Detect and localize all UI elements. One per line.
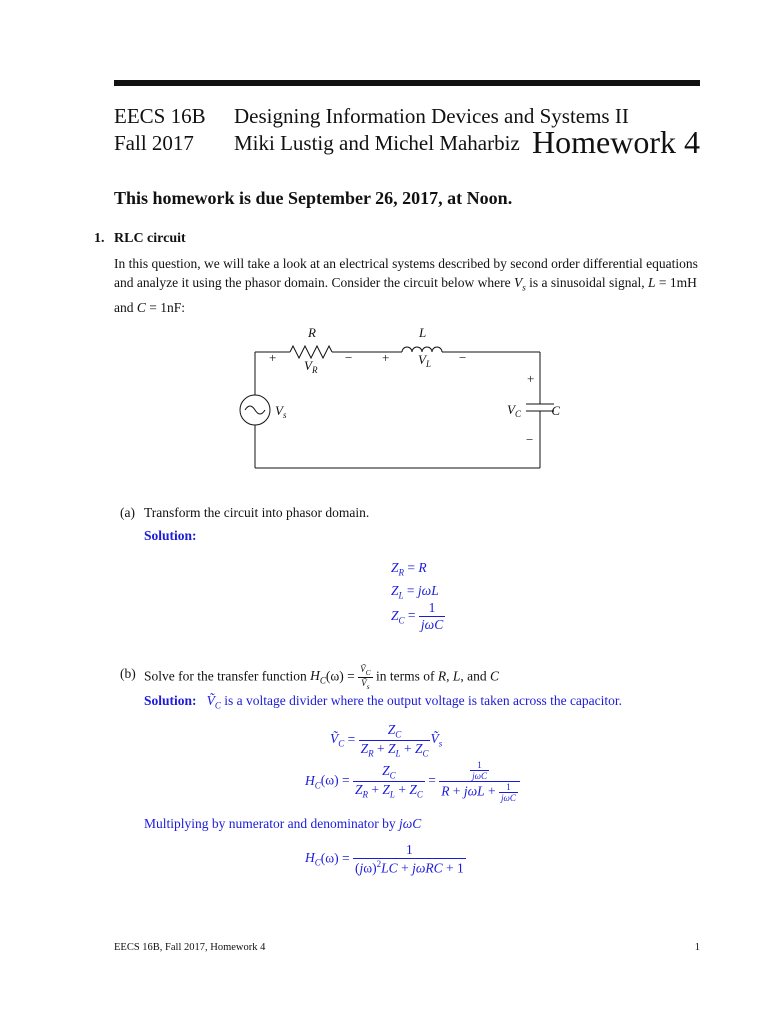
header-rule [114, 80, 700, 86]
homework-title: Homework 4 [532, 124, 700, 160]
vr-plus: + [269, 350, 277, 365]
resistor-symbol [290, 346, 332, 358]
course-code: EECS 16B [114, 104, 206, 128]
eq-zl: $Z_L = j\omega L$ [391, 583, 439, 601]
question-title: RLC circuit [114, 231, 186, 246]
vc-minus: − [526, 432, 534, 447]
capacitor-label: C [551, 403, 560, 418]
rlc-circuit-diagram [230, 322, 560, 482]
vl-minus: − [459, 350, 467, 365]
eq-hc-impedance: $H_C(\omega)$ = $\frac{Z_C}{Z_R + Z_L + Z_C}$ = $\frac{1}{\text{jωC}}$ R + jωL + $\frac{1}{\text{jωC}}$ [305, 760, 520, 803]
part-a-solution-label: Solution: [144, 528, 197, 543]
part-b-text: Solve for the transfer function $H_C(\omega)$ = $\frac{Ṽ_C}{Ṽ_s}$ in terms of R, L, and C [144, 664, 500, 691]
part-a-text: Transform the circuit into phasor domain. [144, 505, 370, 520]
vr-label: $V_R$ [304, 358, 318, 375]
footer-text: EECS 16B, Fall 2017, Homework 4 [114, 942, 266, 953]
eq-zc: $Z_C$ = $\frac{1}{\text{jωC}}$ [391, 600, 444, 632]
part-b-label: (b) [120, 666, 136, 681]
vc-plus: + [527, 371, 535, 386]
vr-minus: − [345, 350, 353, 365]
page-number: 1 [694, 942, 700, 953]
vc-label: $V_C$ [507, 402, 521, 419]
vl-plus: + [382, 350, 390, 365]
eq-hc-final: $H_C(\omega)$ = $\frac{1}{(j\omega)^2LC + j\omega RC + 1}$ [305, 842, 464, 876]
eq-zr: $Z_R = R$ [391, 560, 427, 578]
instructors: Miki Lustig and Michel Maharbiz [234, 131, 520, 155]
inductor-label: L [419, 325, 427, 340]
part-b-solution: Solution: Ṽ$_C$ is a voltage divider where the output voltage is taken across the capacitor. [144, 693, 623, 711]
question-number: 1. [94, 231, 105, 246]
part-a-label: (a) [120, 505, 135, 520]
eq-vc-divider: Ṽ$_C$ = $\frac{Z_C}{Z_R + Z_L + Z_C}$ Ṽ$_s$ [330, 722, 443, 759]
term: Fall 2017 [114, 131, 194, 155]
resistor-label: R [308, 325, 316, 340]
multiply-note: Multiplying by numerator and denominator by jωC [144, 816, 422, 831]
due-notice: This homework is due September 26, 2017, at Noon. [114, 188, 513, 208]
question-intro: In this question, we will take a look at an electrical systems described by second order differential equations and analyze it using the phasor domain. Consider the circuit below where $V_s$ is a sinusoidal signal, L = 1mH and C = 1nF: [114, 256, 698, 315]
course-title: Designing Information Devices and Systems II [234, 104, 629, 128]
source-label: $V_s$ [275, 403, 287, 420]
vl-label: $V_L$ [418, 352, 431, 369]
